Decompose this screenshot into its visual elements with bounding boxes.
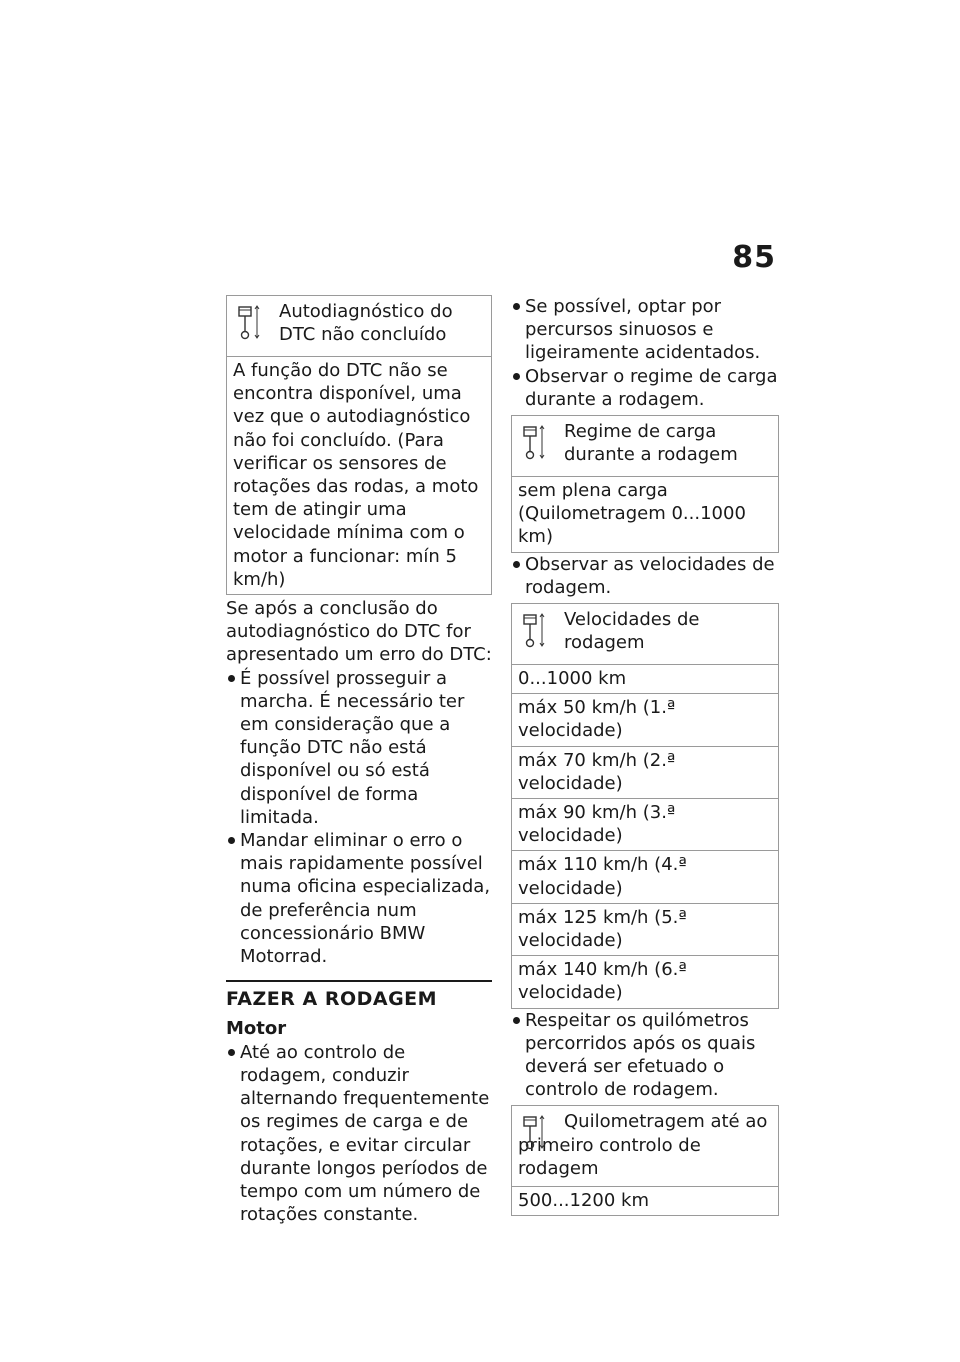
spec-row: máx 70 km/h (2.ª velocidade)	[512, 746, 778, 798]
load-spec-box-title: Regime de carga durante a rodagem	[564, 421, 738, 466]
load-spec-box-header	[512, 416, 778, 476]
dtc-error-intro: Se após a conclusão do autodiagnóstico do DTC for apresentado um erro do DTC:	[226, 598, 492, 666]
spec-row: 500...1200 km	[512, 1186, 778, 1215]
dtc-spec-box-title: Autodiagnóstico do DTC não concluído	[279, 301, 453, 346]
list-item: Se possível, optar por percursos sinuosos e ligeiramente acidentados.	[511, 295, 779, 365]
subsection-title: Motor	[226, 1018, 287, 1040]
load-spec-box	[511, 415, 779, 553]
list-item: Mandar eliminar o erro o mais rapidamente possível numa oficina especializada, de preferência num concessionário BMW Motorrad.	[226, 829, 492, 968]
piston-icon	[522, 612, 548, 650]
piston-icon	[237, 304, 263, 342]
spec-row: máx 140 km/h (6.ª velocidade)	[512, 955, 778, 1007]
speed-spec-box-header	[512, 604, 778, 664]
piston-icon	[522, 1114, 548, 1152]
dtc-spec-box-header	[227, 296, 491, 356]
left-column	[226, 295, 492, 1226]
list-item: Até ao controlo de rodagem, conduzir alternando frequentemente os regimes de carga e de rotações, e evitar circular durante longos períodos de tempo com um número de rotações constante.	[226, 1041, 492, 1227]
spec-row: máx 125 km/h (5.ª velocidade)	[512, 903, 778, 955]
spec-row: máx 110 km/h (4.ª velocidade)	[512, 850, 778, 902]
mileage-list	[511, 1009, 779, 1102]
section-title: FAZER A RODAGEM	[226, 988, 438, 1011]
section-divider	[226, 980, 492, 982]
spec-row: 0...1000 km	[512, 664, 778, 693]
dtc-spec-box	[226, 295, 492, 595]
right-column	[511, 295, 779, 1216]
spec-row: máx 50 km/h (1.ª velocidade)	[512, 693, 778, 745]
page-number: 85	[732, 240, 776, 275]
list-item: Observar o regime de carga durante a rodagem.	[511, 365, 779, 411]
mileage-spec-box	[511, 1105, 779, 1216]
mileage-spec-box-title: Quilometragem até ao primeiro controlo de rodagem	[518, 1111, 768, 1179]
spec-row: sem plena carga (Quilometragem 0...1000 km)	[512, 476, 778, 552]
mileage-spec-box-header	[512, 1106, 778, 1186]
motor-list	[226, 1041, 492, 1227]
speed-spec-box	[511, 603, 779, 1009]
list-item: Respeitar os quilómetros percorridos após os quais deverá ser efetuado o controlo de rodagem.	[511, 1009, 779, 1102]
list-item: É possível prosseguir a marcha. É necessário ter em consideração que a função DTC não está disponível ou só está disponível de forma limitada.	[226, 667, 492, 829]
speed-spec-box-title: Velocidades de rodagem	[564, 609, 700, 654]
list-item: Observar as velocidades de rodagem.	[511, 553, 779, 599]
speeds-list	[511, 553, 779, 599]
dtc-spec-box-body: A função do DTC não se encontra disponível, uma vez que o autodiagnóstico não foi concluído. (Para verificar os sensores de rotações das rodas, a moto tem de atingir uma velocidade mínima com o motor a funcionar: mín 5 km/h)	[227, 356, 491, 594]
route-list	[511, 295, 779, 411]
spec-row: máx 90 km/h (3.ª velocidade)	[512, 798, 778, 850]
piston-icon	[522, 424, 548, 462]
dtc-error-list	[226, 667, 492, 969]
